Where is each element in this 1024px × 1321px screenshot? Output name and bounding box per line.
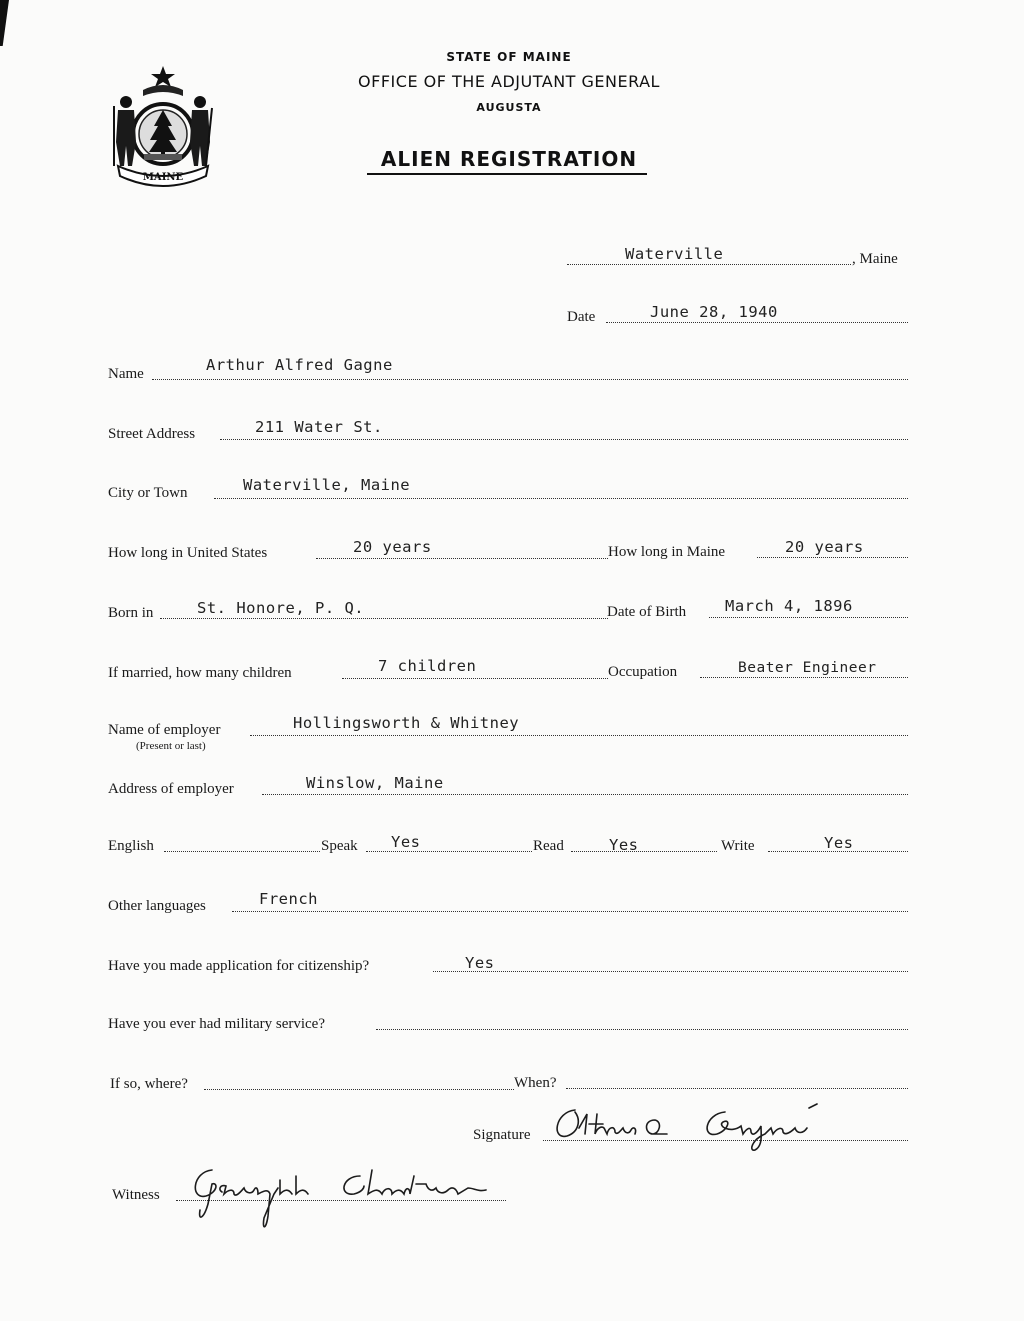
- write-value: Yes: [824, 834, 854, 852]
- children-line: [342, 678, 608, 679]
- signature-handwriting: [545, 1100, 865, 1156]
- date-label: Date: [567, 309, 596, 325]
- other-languages-line: [232, 911, 908, 912]
- english-label: English: [108, 838, 154, 854]
- employer-address-line: [262, 794, 908, 795]
- employer-sublabel: (Present or last): [136, 740, 206, 752]
- street-label: Street Address: [108, 426, 196, 442]
- write-label: Write: [721, 838, 755, 854]
- city-town-value: Waterville, Maine: [243, 476, 411, 494]
- military-line: [376, 1029, 908, 1030]
- occupation-value: Beater Engineer: [738, 660, 877, 676]
- occupation-line: [700, 677, 908, 678]
- town-value: Waterville: [625, 245, 724, 263]
- signature-label: Signature: [473, 1127, 531, 1143]
- other-languages-value: French: [259, 890, 318, 908]
- date-of-birth-value: March 4, 1896: [725, 597, 853, 615]
- children-value: 7 children: [378, 657, 477, 675]
- when-line: [566, 1088, 908, 1089]
- city-town-line: [214, 498, 908, 499]
- city-town-label: City or Town: [108, 485, 188, 501]
- employer-address-label: Address of employer: [108, 781, 234, 797]
- citizenship-label: Have you made application for citizenship?: [108, 958, 370, 974]
- speak-label: Speak: [321, 838, 358, 854]
- military-label: Have you ever had military service?: [108, 1016, 325, 1032]
- name-label: Name: [108, 366, 144, 382]
- employer-label: Name of employer: [108, 722, 221, 738]
- name-value: Arthur Alfred Gagne: [206, 356, 393, 374]
- speak-value: Yes: [391, 833, 421, 851]
- how-long-me-label: How long in Maine: [608, 544, 726, 560]
- how-long-us-label: How long in United States: [108, 545, 268, 561]
- citizenship-line: [433, 971, 908, 972]
- read-label: Read: [533, 838, 564, 854]
- speak-line: [366, 851, 532, 852]
- date-value: June 28, 1940: [650, 303, 778, 321]
- how-long-us-value: 20 years: [353, 538, 432, 556]
- where-label: If so, where?: [110, 1076, 188, 1092]
- born-in-value: St. Honore, P. Q.: [197, 599, 365, 617]
- employer-address-value: Winslow, Maine: [306, 774, 444, 792]
- read-value: Yes: [609, 836, 639, 854]
- born-in-label: Born in: [108, 605, 154, 621]
- english-line: [164, 851, 320, 852]
- svg-text:Georgette Cloutier: Georgette Cloutier: [178, 1160, 186, 1161]
- how-long-me-value: 20 years: [785, 538, 864, 556]
- how-long-me-line: [757, 557, 908, 558]
- witness-handwriting: [178, 1160, 508, 1234]
- name-line: [152, 379, 908, 380]
- street-line: [220, 439, 908, 440]
- born-in-line: [160, 618, 608, 619]
- when-label: When?: [514, 1075, 557, 1091]
- employer-value: Hollingsworth & Whitney: [293, 714, 520, 732]
- date-of-birth-line: [709, 617, 908, 618]
- state-heading: STATE OF MAINE: [446, 50, 572, 64]
- occupation-label: Occupation: [608, 664, 678, 680]
- how-long-us-line: [316, 558, 608, 559]
- date-line: [606, 322, 908, 323]
- where-line: [204, 1089, 514, 1090]
- town-line: [567, 264, 851, 265]
- maine-suffix-label: , Maine: [852, 251, 898, 267]
- street-value: 211 Water St.: [255, 418, 383, 436]
- scan-edge-mark: [0, 0, 9, 46]
- svg-text:MAINE: MAINE: [142, 172, 184, 183]
- other-languages-label: Other languages: [108, 898, 206, 914]
- children-label: If married, how many children: [108, 665, 292, 681]
- form-title: ALIEN REGISTRATION: [380, 147, 638, 171]
- date-of-birth-label: Date of Birth: [607, 604, 687, 620]
- office-heading: OFFICE OF THE ADJUTANT GENERAL: [358, 72, 660, 91]
- read-line: [571, 851, 717, 852]
- city-heading: AUGUSTA: [476, 101, 542, 114]
- employer-line: [250, 735, 908, 736]
- witness-label: Witness: [112, 1187, 160, 1203]
- svg-text:Arthur A Gagné: Arthur A Gagné: [545, 1100, 552, 1101]
- title-underline: [367, 173, 647, 175]
- citizenship-value: Yes: [465, 954, 495, 972]
